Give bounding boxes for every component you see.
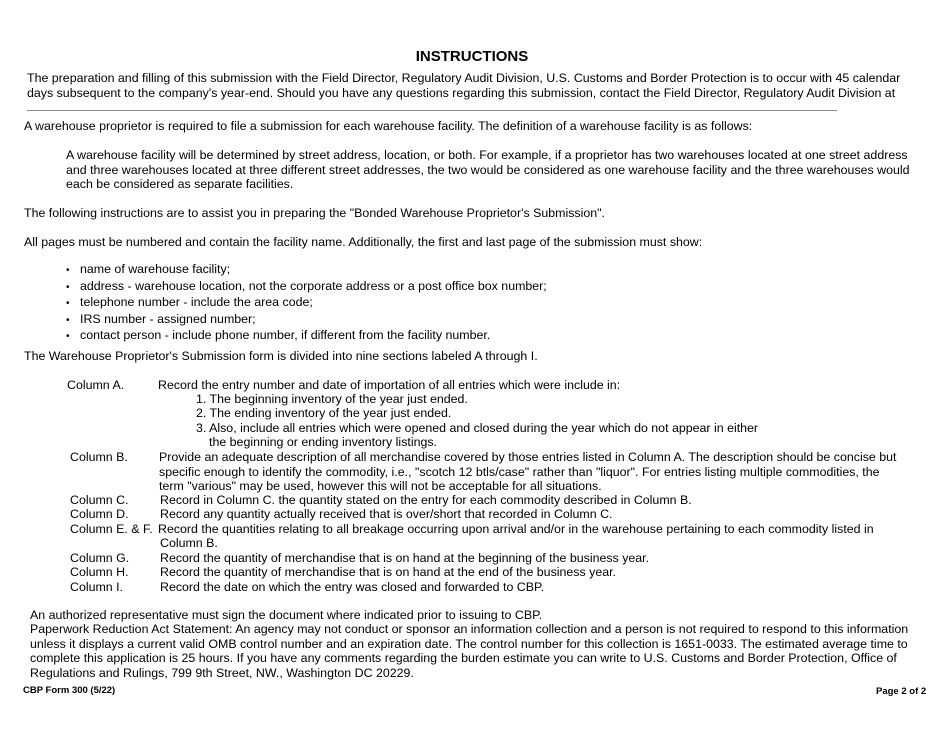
column-g-label: Column G. bbox=[70, 551, 130, 565]
list-item: • address - warehouse location, not the corporate address or a post office box number; bbox=[66, 279, 547, 296]
column-a-item-3: 3. Also, include all entries which were opened and closed during the year which do not appear in either bbox=[196, 421, 759, 435]
column-i-text: Record the date on which the entry was closed and forwarded to CBP. bbox=[160, 580, 545, 594]
column-a-item-3-cont: the beginning or ending inventory listings. bbox=[209, 435, 437, 449]
form-id: CBP Form 300 (5/22) bbox=[23, 685, 116, 696]
list-item: • name of warehouse facility; bbox=[66, 262, 547, 279]
column-c-label: Column C. bbox=[70, 493, 129, 507]
sections-paragraph: The Warehouse Proprietor's Submission form is divided into nine sections labeled A through I. bbox=[24, 349, 538, 363]
column-ef-text-cont: Column B. bbox=[160, 536, 218, 550]
column-c-text: Record in Column C. the quantity stated on the entry for each commodity described in Column B. bbox=[160, 493, 692, 507]
contact-blank-line bbox=[27, 110, 837, 111]
page-title: INSTRUCTIONS bbox=[415, 48, 529, 65]
definition-paragraph: A warehouse facility will be determined by street address, location, or both. For example, if a proprietor has two warehouses located at one street address and three warehouses located at three different street addresses, the two would be considered as one warehouse facility and the three warehouses would each be considered as separate facilities. bbox=[66, 148, 910, 191]
column-a-item-1: 1. The beginning inventory of the year just ended. bbox=[196, 392, 468, 406]
column-a-label: Column A. bbox=[67, 378, 125, 392]
requirement-paragraph: A warehouse proprietor is required to file a submission for each warehouse facility. The definition of a warehouse facility is as follows: bbox=[24, 119, 753, 133]
column-d-label: Column D. bbox=[70, 507, 129, 521]
column-a-item-2: 2. The ending inventory of the year just ended. bbox=[196, 406, 452, 420]
assist-paragraph: The following instructions are to assist you in preparing the "Bonded Warehouse Proprietor's Submission". bbox=[24, 206, 605, 220]
pages-paragraph: All pages must be numbered and contain the facility name. Additionally, the first and last page of the submission must show: bbox=[24, 235, 703, 249]
column-h-text: Record the quantity of merchandise that is on hand at the end of the business year. bbox=[160, 565, 616, 579]
page-number: Page 2 of 2 bbox=[876, 686, 927, 697]
list-item: • IRS number - assigned number; bbox=[66, 312, 547, 329]
column-ef-text: Record the quantities relating to all breakage occurring upon arrival and/or in the warehouse pertaining to each commodity listed in bbox=[158, 522, 874, 536]
column-i-label: Column I. bbox=[70, 580, 124, 594]
column-ef-label: Column E. & F. bbox=[70, 522, 153, 536]
column-b-text: Provide an adequate description of all merchandise covered by those entries listed in Column A. The description should be concise but specific enough to identify the commodity, i.e., "scotch 12 btls/case" rather than "liquor". For entries listing multiple commodities, the term "various" may be used, however this will not be acceptable for all situations. bbox=[159, 450, 897, 493]
signature-paragraph: An authorized representative must sign the document where indicated prior to issuing to CBP. bbox=[30, 608, 543, 622]
column-h-label: Column H. bbox=[70, 565, 129, 579]
list-item: • telephone number - include the area code; bbox=[66, 295, 547, 312]
column-a-text: Record the entry number and date of importation of all entries which were include in: bbox=[158, 378, 621, 392]
paperwork-statement: Paperwork Reduction Act Statement: An agency may not conduct or sponsor an information collection and a person is not required to respond to this information unless it displays a current valid OMB control number and an expiration date. The control number for this collection is 1651-0033. The estimated average time to complete this application is 25 hours. If you have any comments regarding the burden estimate you can write to U.S. Customs and Border Protection, Office of Regulations and Rulings, 799 9th Street, NW., Washington DC 20229. bbox=[30, 622, 909, 680]
column-b-label: Column B. bbox=[70, 450, 128, 464]
required-info-list bbox=[66, 262, 547, 345]
intro-paragraph: The preparation and filling of this submission with the Field Director, Regulatory Audit Division, U.S. Customs and Border Protection is to occur with 45 calendar days subsequent to the company's year-end. Should you have any questions regarding this submission, contact the Field Director, Regulatory Audit Division at bbox=[27, 71, 901, 100]
column-g-text: Record the quantity of merchandise that is on hand at the beginning of the business year. bbox=[160, 551, 650, 565]
list-item: • contact person - include phone number, if different from the facility number. bbox=[66, 328, 547, 345]
column-d-text: Record any quantity actually received that is over/short that recorded in Column C. bbox=[160, 507, 613, 521]
